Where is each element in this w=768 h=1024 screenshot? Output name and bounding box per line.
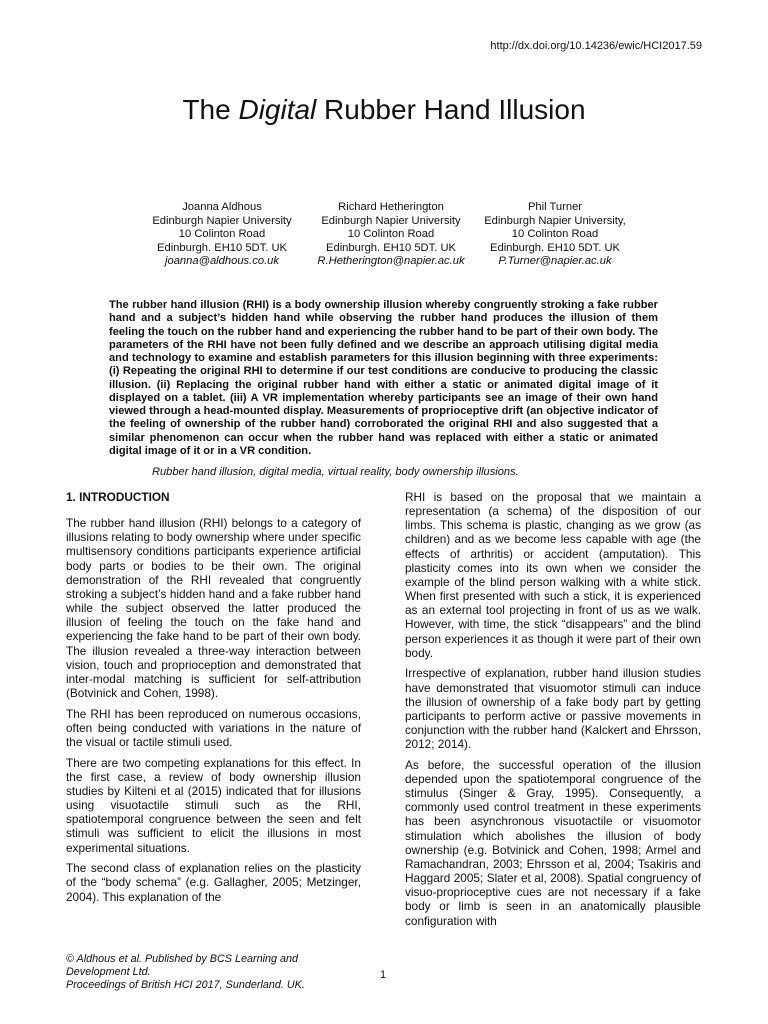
author-3 (460, 201, 650, 269)
paper-title (0, 94, 768, 126)
page-number: 1 (380, 969, 387, 981)
author-address-line2: Edinburgh. EH10 5DT. UK (326, 241, 456, 254)
author-address-line1: 10 Colinton Road (178, 228, 266, 241)
author-email[interactable]: P.Turner@napier.ac.uk (498, 255, 612, 268)
left-column (66, 490, 361, 910)
abstract: The rubber hand illusion (RHI) is a body ownership illusion whereby congruently stroking a fake rubber hand and a subject’s hidden hand while observing the rubber hand produces the illusion of them feeling the touch on the rubber hand and experiencing the rubber hand to be part of their own body. The parameters of the RHI have not been fully defined and we describe an approach utilising digital media and technology to examine and establish parameters for this illusion beginning with three experiments: (i) Repeating the original RHI to determine if our test conditions are conducive to producing the classic illusion. (ii) Replacing the original rubber hand with either a static or animated digital image of it displayed on a tablet. (iii) A VR implementation whereby participants see an image of their own hand viewed through a head-mounted display. Measurements of proprioceptive drift (an objective indicator of the feeling of ownership of the rubber hand) corroborated the original RHI and also suggested that a similar phenomenon can occur when the rubber hand was replaced with either a static or animated digital image of it or in a VR condition. (109, 299, 658, 457)
author-name: Richard Hetherington (338, 201, 444, 213)
author-address-line1: 10 Colinton Road (347, 228, 435, 241)
keywords: Rubber hand illusion, digital media, virtual reality, body ownership illusions. (152, 466, 519, 478)
author-1 (127, 201, 317, 269)
author-address-line1: 10 Colinton Road (511, 228, 599, 241)
author-affiliation: Edinburgh Napier University (321, 214, 461, 227)
author-email[interactable]: joanna@aldhous.co.uk (165, 255, 279, 268)
author-name: Joanna Aldhous (182, 201, 262, 213)
body-paragraph: The rubber hand illusion (RHI) belongs to a category of illusions relating to body ownership where under specific multisensory conditions participants experience artificial body parts or bodies to be their own. The original demonstration of the RHI revealed that congruently stroking a subject’s hidden hand and a fake rubber hand while the subject observed the latter produced the illusion of feeling the touch on the fake hand and experiencing the fake hand to be part of their own body. The illusion revealed a three-way interaction between vision, touch and proprioception and demonstrated that inter-modal matching is sufficient for self-attribution (Botvinick and Cohen, 1998). (66, 516, 361, 701)
author-affiliation: Edinburgh Napier University, (484, 214, 626, 227)
section-heading: 1. INTRODUCTION (66, 490, 170, 504)
author-name: Phil Turner (527, 201, 583, 213)
author-affiliation: Edinburgh Napier University (152, 214, 292, 227)
body-paragraph: RHI is based on the proposal that we maintain a representation (a schema) of the disposition of our limbs. This schema is plastic, changing as we grow (as children) and as we become less capable with age (the effects of arthritis) or accident (amputation). This plasticity comes into its own when we consider the example of the blind person walking with a white stick. When first presented with such a stick, it is experienced as an external tool projecting in front of us as we walk. However, with time, the stick “disappears” and the blind person experiences it as though it were part of their own body. (405, 490, 701, 660)
author-address-line2: Edinburgh. EH10 5DT. UK (157, 241, 287, 254)
footer-line: Proceedings of British HCI 2017, Sunderland. UK. (66, 979, 305, 991)
author-email[interactable]: R.Hetherington@napier.ac.uk (317, 255, 465, 268)
doi-link[interactable]: http://dx.doi.org/10.14236/ewic/HCI2017.59 (490, 40, 702, 52)
body-paragraph: There are two competing explanations for this effect. In the first case, a review of body ownership illusion studies by Kilteni et al (2015) indicated that for illusions using visuotactile stimuli such as the RHI, spatiotemporal congruence between the seen and felt stimuli was sufficient to elicit the illusions in most experimental situations. (66, 755, 361, 855)
title-post: Rubber Hand Illusion (316, 94, 586, 125)
title-pre: The (182, 94, 239, 125)
footer-line: © Aldhous et al. Published by BCS Learning and Development Ltd. (66, 953, 299, 978)
body-paragraph: The second class of explanation relies on the plasticity of the “body schema” (e.g. Gallagher, 2005; Metzinger, 2004). This explanation of the (66, 861, 361, 904)
body-paragraph: Irrespective of explanation, rubber hand illusion studies have demonstrated that visuomotor stimuli can induce the illusion of ownership of a fake body part by getting participants to perform active or passive movements in conjunction with the rubber hand (Kalckert and Ehrsson, 2012; 2014). (405, 666, 701, 752)
author-2 (296, 201, 486, 269)
body-paragraph: As before, the successful operation of the illusion depended upon the spatiotemporal congruence of the stimulus (Singer & Gray, 1995). Consequently, a commonly used control treatment in these experiments has been asynchronous visuotactile or visuomotor stimulation which abolishes the illusion of body ownership (e.g. Botvinick and Cohen, 1998; Armel and Ramachandran, 2003; Ehrsson et al, 2004; Tsakiris and Haggard 2005; Slater et al, 2008). Spatial congruency of visuo-proprioceptive cues are not necessary if a fake body or limb is seen in an anatomically plausible configuration with (405, 757, 701, 928)
footer-copyright (66, 953, 346, 992)
title-italic: Digital (238, 94, 317, 125)
right-column (405, 490, 701, 934)
body-paragraph: The RHI has been reproduced on numerous occasions, often being conducted with variations in the nature of the visual or tactile stimuli used. (66, 706, 361, 749)
author-address-line2: Edinburgh. EH10 5DT. UK (490, 241, 620, 254)
